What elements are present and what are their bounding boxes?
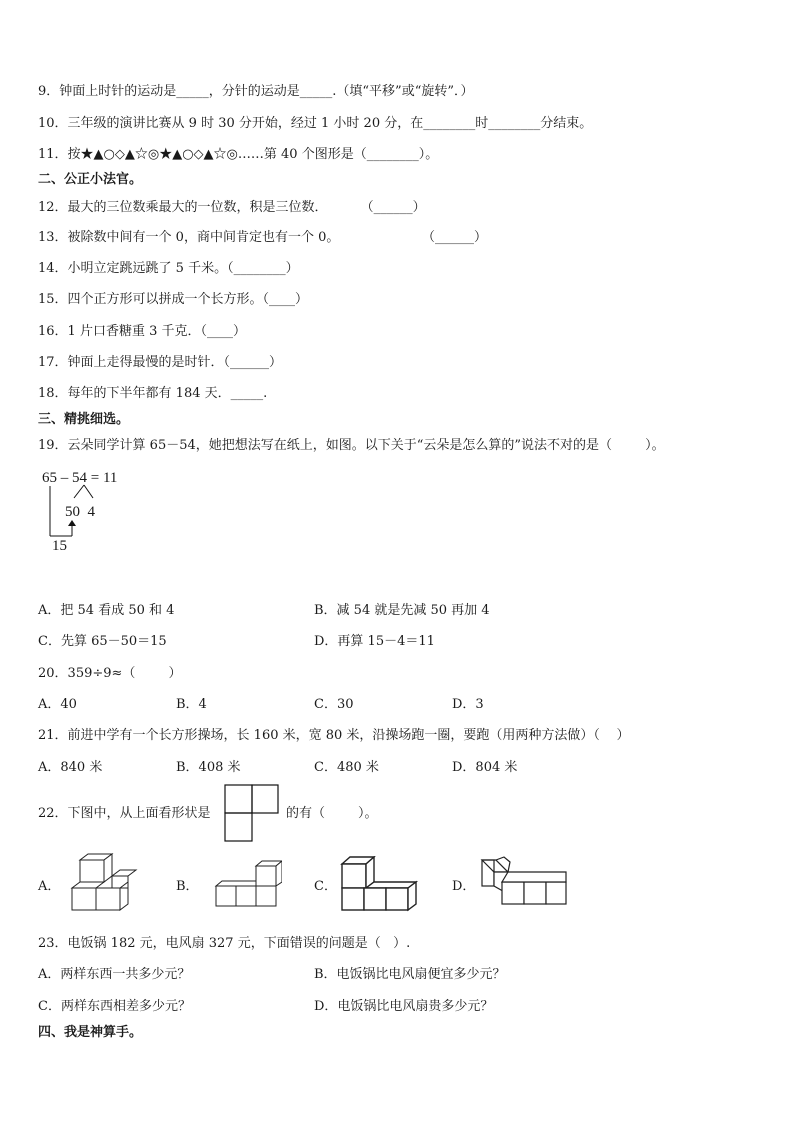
section-2-heading: 二、公正小法官。 bbox=[38, 172, 143, 187]
q19-option-a[interactable]: A．把 54 看成 50 和 4 bbox=[38, 603, 175, 618]
question-16: 16．1 片口香糖重 3 千克．（____） bbox=[38, 324, 246, 339]
q19-option-b[interactable]: B．减 54 就是先减 50 再加 4 bbox=[314, 603, 490, 618]
section-3-heading: 三、精挑细选。 bbox=[38, 412, 130, 427]
q21-option-c[interactable]: C．480 米 bbox=[314, 760, 379, 775]
q20-option-a[interactable]: A．40 bbox=[38, 697, 77, 712]
question-19: 19．云朵同学计算 65－54，她把想法写在纸上，如图。以下关于“云朵是怎么算的”说法不对的是（ ）。 bbox=[38, 438, 665, 453]
q23-option-d[interactable]: D．电饭锅比电风扇贵多少元？ bbox=[314, 999, 494, 1014]
q20-option-c[interactable]: C．30 bbox=[314, 697, 354, 712]
split-numbers: 50 4 bbox=[65, 504, 95, 520]
q22-option-d[interactable]: D． bbox=[452, 879, 476, 894]
intermediate-result: 15 bbox=[52, 538, 67, 554]
q23-option-c[interactable]: C．两样东西相差多少元？ bbox=[38, 999, 191, 1014]
cube-figure-a bbox=[68, 852, 140, 914]
q23-option-a[interactable]: A．两样东西一共多少元？ bbox=[38, 967, 191, 982]
q20-option-d[interactable]: D．3 bbox=[452, 697, 484, 712]
q22-option-a[interactable]: A． bbox=[38, 879, 61, 894]
question-18: 18．每年的下半年都有 184 天．_____. bbox=[38, 386, 268, 401]
question-10: 10．三年级的演讲比赛从 9 时 30 分开始，经过 1 小时 20 分，在________时________分结束。 bbox=[38, 116, 593, 131]
top-view-shape bbox=[224, 784, 280, 842]
q21-option-d[interactable]: D．804 米 bbox=[452, 760, 518, 775]
cube-figure-d bbox=[478, 856, 570, 910]
question-20: 20．359÷9≈（ ） bbox=[38, 666, 182, 681]
question-14: 14．小明立定跳远跳了 5 千米。（________） bbox=[38, 261, 299, 276]
q21-option-b[interactable]: B．408 米 bbox=[176, 760, 241, 775]
q19-option-c[interactable]: C．先算 65－50＝15 bbox=[38, 634, 167, 649]
q22-option-c[interactable]: C． bbox=[314, 879, 337, 894]
q20-option-b[interactable]: B．4 bbox=[176, 697, 207, 712]
q22-option-b[interactable]: B． bbox=[176, 879, 199, 894]
question-11: 11．按★▲○◇▲☆◎★▲○◇▲☆◎……第 40 个图形是（________）。 bbox=[38, 147, 439, 162]
question-13: 13．被除数中间有一个 0，商中间肯定也有一个 0。 （______） bbox=[38, 230, 487, 245]
question-15: 15．四个正方形可以拼成一个长方形。（____） bbox=[38, 292, 309, 307]
section-4-heading: 四、我是神算手。 bbox=[38, 1025, 143, 1040]
equation-text: 65 – 54 = 11 bbox=[42, 470, 118, 486]
question-22-prefix: 22．下图中，从上面看形状是 bbox=[38, 806, 211, 821]
question-21: 21．前进中学有一个长方形操场，长 160 米，宽 80 米，沿操场跑一圈，要跑（用两种方法做）（ ） bbox=[38, 728, 630, 743]
question-9: 9．钟面上时针的运动是_____，分针的运动是_____.（填“平移”或“旋转”．） bbox=[38, 84, 474, 99]
q19-option-d[interactable]: D．再算 15－4＝11 bbox=[314, 634, 435, 649]
question-22-suffix: 的有（ ）。 bbox=[286, 806, 378, 821]
subtraction-diagram bbox=[38, 468, 138, 560]
q21-option-a[interactable]: A．840 米 bbox=[38, 760, 103, 775]
question-12: 12．最大的三位数乘最大的一位数，积是三位数． （______） bbox=[38, 200, 426, 215]
cube-figure-b bbox=[212, 860, 282, 910]
cube-figure-c bbox=[340, 856, 420, 912]
question-17: 17．钟面上走得最慢的是时针．（______） bbox=[38, 355, 283, 370]
q23-option-b[interactable]: B．电饭锅比电风扇便宜多少元？ bbox=[314, 967, 506, 982]
question-23: 23．电饭锅 182 元，电风扇 327 元，下面错误的问题是（ ）. bbox=[38, 936, 411, 951]
